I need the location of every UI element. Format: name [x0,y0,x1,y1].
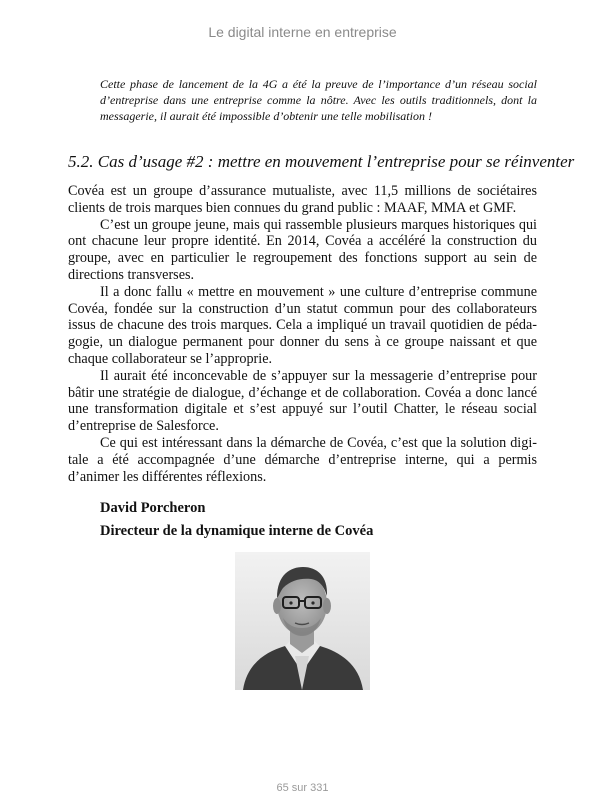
body-paragraph: Il aurait été inconcevable de s’appuyer sur la messagerie d’entreprise pour bâtir une stratégie de dialogue, d’échange et de collaboration. Covéa a donc lancé une transformation digitale et s’est appuyé sur l’outil Chatter, le réseau social d’entreprise de Salesforce. [68,367,537,435]
body-paragraph: C’est un groupe jeune, mais qui rassemble plusieurs marques historiques qui ont chacune leur propre identité. En 2014, Covéa a accéléré la construction du groupe, avec en particulier le regroupement des fonctions support au sein de directions transverses. [68,216,537,283]
author-portrait [235,552,370,690]
author-name: David Porcheron [100,500,206,516]
page-indicator: 65 sur 331 [276,782,329,794]
body-paragraph: Ce qui est intéressant dans la démarche de Covéa, c’est que la solution digitale a été accompagnée d’une démarche d’entreprise interne, qui a permis d’animer les différentes réflexions. [68,434,537,485]
body-paragraph: Il a donc fallu « mettre en mouvement » une culture d’entreprise commune Covéa, fondée sur la construction d’un statut commun pour des collaborateurs issus de chacune des trois marques. Cela a impliqué un travail quotidien de pédagogie, un dialogue permanent pour donner du sens à ce groupe naissant et que chaque collaborateur se l’approprie. [68,283,537,367]
section-body [68,183,537,485]
author-job-title: Directeur de la dynamique interne de Covéa [100,523,374,539]
section-heading: 5.2. Cas d’usage #2 : mettre en mouvement l’entreprise pour se réinventer [68,152,575,171]
body-paragraph: Covéa est un groupe d’assurance mutualiste, avec 11,5 millions de sociétaires clients de trois marques bien connues du grand public : MAAF, MMA et GMF. [68,183,537,216]
testimonial-quote: Cette phase de lancement de la 4G a été la preuve de l’importance d’un réseau social d’entreprise dans une entreprise comme la nôtre. Avec les outils traditionnels, dont la messagerie, il aurait été impossible d’obtenir une telle mobilisation ! [100,77,537,123]
book-title-header: Le digital interne en entreprise [208,24,397,40]
